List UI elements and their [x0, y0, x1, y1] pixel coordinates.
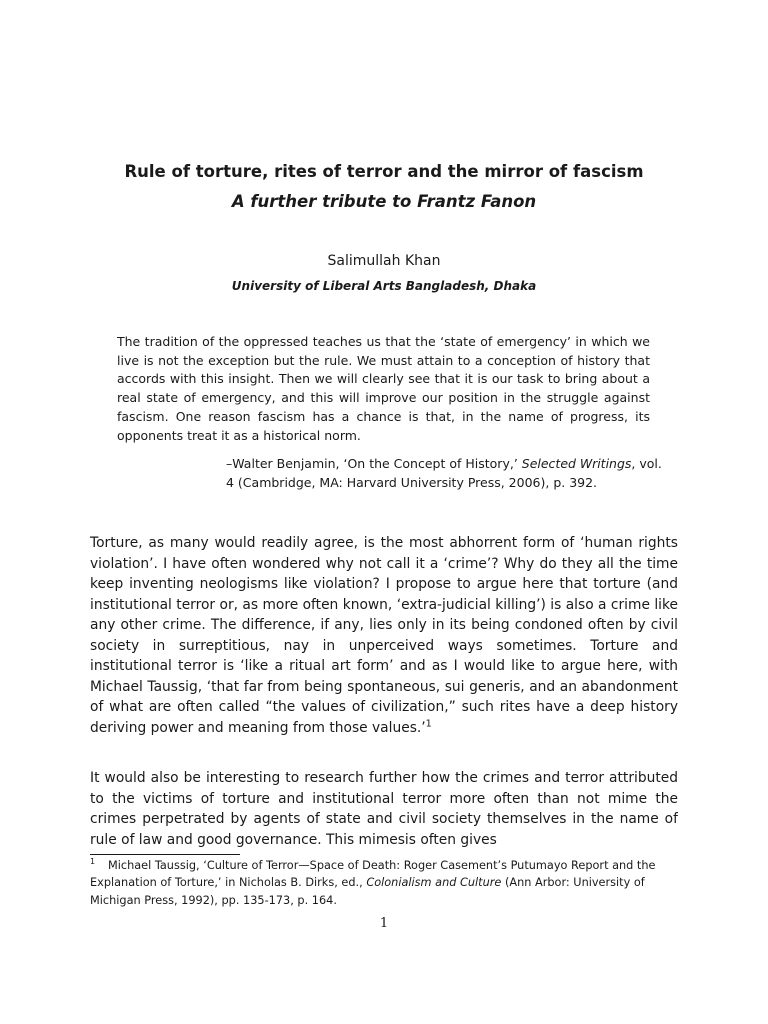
body-paragraph — [90, 533, 678, 738]
footnote: $^1$ Michael Taussig, ‘Culture of Terror—Space of Death: Roger Casement’s Putumayo Report and the Explanation of Torture,’ in Nicholas B. Dirks, ed., Colonialism and Culture (Ann Arbor: University of Michigan Press, 1992), pp. 135-173, p. 164. — [90, 857, 656, 907]
footnote-book-title: Colonialism and Culture — [366, 876, 502, 890]
footnote-reference[interactable]: 1 — [425, 717, 432, 729]
body-paragraph: It would also be interesting to research further how the crimes and terror attributed to the victims of torture and institutional terror more often than not mime the crimes perpetrated by agents of state and civil society themselves in the name of rule of law and good governance. This mimesis often gives — [90, 770, 678, 848]
epigraph-quote: The tradition of the oppressed teaches us that the ‘state of emergency’ in which we live is not the exception but the rule. We must attain to a conception of history that accords with this insight. Then we will clearly see that it is our task to bring about a real state of emergency, and this will improve our position in the struggle against fascism. One reason fascism has a chance is that, in the name of progress, its opponents treat it as a historical norm. — [117, 334, 650, 443]
footnote-text-after: (Ann Arbor: University of Michigan Press, 1992), pp. 135-173, p. 164. — [90, 876, 645, 907]
paper-subtitle: A further tribute to Frantz Fanon — [231, 192, 537, 211]
paragraph-text: Torture, as many would readily agree, is the most abhorrent form of ‘human rights violation’. I have often wondered why not call it a ‘crime’? Why do they all the time keep inventing neologisms like violation? I propose to argue here that torture (and institutional terror or, as more often known, ‘extra-judicial killing’) is also a crime like any other crime. The difference, if any, lies only in its being condoned often by civil society in surreptitious, nay in unperceived ways sometimes. Torture and institutional terror is ‘like a ritual art form’ and as I would like to argue here, with Michael Taussig, ‘that far from being spontaneous, sui generis, and an abandonment of what are often called “the values of civilization,” such rites have a deep history deriving power and meaning from those values.’ — [90, 535, 678, 736]
paper-title: Rule of torture, rites of terror and the mirror of fascism — [124, 162, 644, 181]
attribution-book-title: Selected Writings — [521, 456, 632, 471]
page-number: 1 — [379, 916, 389, 931]
author-affiliation: University of Liberal Arts Bangladesh, Dhaka — [231, 279, 537, 293]
footnote-divider — [90, 854, 240, 855]
footnote-text-before: Michael Taussig, ‘Culture of Terror—Space of Death: Roger Casement’s Putumayo Report and the Explanation of Torture,’ in Nicholas B. Dirks, ed., — [90, 859, 656, 890]
epigraph-attribution — [226, 454, 666, 492]
attribution-text-before: –Walter Benjamin, ‘On the Concept of History,’ — [226, 456, 522, 471]
author-name: Salimullah Khan — [327, 253, 441, 269]
attribution-text-after: , vol. 4 (Cambridge, MA: Harvard University Press, 2006), p. 392. — [226, 456, 662, 490]
